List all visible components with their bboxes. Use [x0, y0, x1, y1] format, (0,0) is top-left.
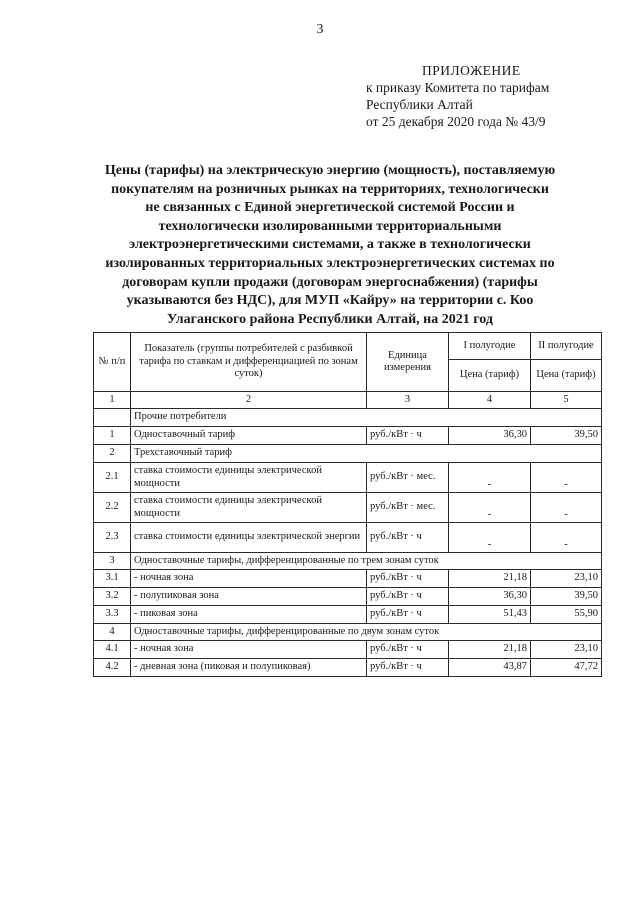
row-value-h2: 23,10 — [531, 641, 602, 659]
table-row — [94, 659, 602, 677]
row-value-h1: - — [449, 523, 531, 553]
title-line: договорам купли продажи (договорам энергоснабжения) (тарифы — [122, 274, 538, 290]
row-value-h2: 55,90 — [531, 606, 602, 624]
table-row — [94, 624, 602, 641]
table-row — [94, 641, 602, 659]
table-row — [94, 588, 602, 606]
appendix-line-3: от 25 декабря 2020 года № 43/9 — [366, 114, 546, 129]
row-unit: руб./кВт · ч — [367, 659, 449, 677]
row-label: Прочие потребители — [131, 409, 602, 427]
appendix-line-2: Республики Алтай — [366, 97, 473, 112]
row-label: - ночная зона — [131, 570, 367, 588]
title-line: изолированных территориальных электроэнергетических системах по — [105, 255, 555, 271]
row-unit: руб./кВт · ч — [367, 570, 449, 588]
row-unit: руб./кВт · мес. — [367, 493, 449, 523]
column-number-row — [94, 392, 602, 409]
row-label: Одноставочный тариф — [131, 427, 367, 445]
row-num: 3 — [94, 553, 131, 570]
column-number: 2 — [131, 392, 367, 409]
column-number: 5 — [531, 392, 602, 409]
row-unit: руб./кВт · ч — [367, 427, 449, 445]
column-number: 4 — [449, 392, 531, 409]
table-row — [94, 445, 602, 463]
row-num: 2.1 — [94, 463, 131, 493]
header-num: № п/п — [94, 333, 131, 392]
row-value-h1: 43,87 — [449, 659, 531, 677]
row-value-h1: 36,30 — [449, 588, 531, 606]
row-label: ставка стоимости единицы электрической мощности — [131, 493, 367, 523]
title-line: технологически изолированными территориальными — [158, 218, 502, 234]
row-label: ставка стоимости единицы электрической мощности — [131, 463, 367, 493]
table-row — [94, 493, 602, 523]
title-line: покупателям на розничных рынках на территориях, технологически — [111, 181, 549, 197]
row-value-h2: 47,72 — [531, 659, 602, 677]
title-line: указываются без НДС), для МУП «Кайру» на территории с. Коо — [126, 293, 534, 309]
title-line: Цены (тарифы) на электрическую энергию (мощность), поставляемую — [104, 163, 556, 178]
row-num — [94, 409, 131, 427]
table-row — [94, 606, 602, 624]
row-value-h2: - — [531, 493, 602, 523]
row-num: 3.2 — [94, 588, 131, 606]
row-value-h2: 39,50 — [531, 427, 602, 445]
row-value-h1: - — [449, 463, 531, 493]
row-num: 2.2 — [94, 493, 131, 523]
row-label: ставка стоимости единицы электрической энергии — [131, 523, 367, 553]
row-value-h1: - — [449, 493, 531, 523]
table-row — [94, 523, 602, 553]
header-unit: Единица измерения — [367, 333, 449, 392]
document-title — [60, 162, 600, 329]
row-label: - дневная зона (пиковая и полупиковая) — [131, 659, 367, 677]
row-value-h2: - — [531, 523, 602, 553]
row-num: 3.3 — [94, 606, 131, 624]
table-header-row — [94, 333, 602, 360]
column-number: 3 — [367, 392, 449, 409]
row-label: Одноставочные тарифы, дифференцированные по трем зонам суток — [131, 553, 602, 570]
row-value-h2: 23,10 — [531, 570, 602, 588]
table-row — [94, 553, 602, 570]
row-value-h1: 21,18 — [449, 641, 531, 659]
row-unit: руб./кВт · ч — [367, 606, 449, 624]
header-half-1: I полугодие — [449, 333, 531, 360]
title-line: не связанных с Единой энергетической системой России и — [145, 200, 515, 216]
row-label: - ночная зона — [131, 641, 367, 659]
page-number: 3 — [316, 22, 324, 37]
appendix-title: ПРИЛОЖЕНИЕ — [422, 63, 521, 78]
table-row — [94, 463, 602, 493]
row-value-h1: 51,43 — [449, 606, 531, 624]
appendix-line-1: к приказу Комитета по тарифам — [366, 80, 550, 95]
row-value-h2: 39,50 — [531, 588, 602, 606]
header-half-2: II полугодие — [531, 333, 602, 360]
row-num: 2 — [94, 445, 131, 463]
appendix-block — [366, 62, 626, 130]
row-unit: руб./кВт · ч — [367, 588, 449, 606]
row-value-h1: 21,18 — [449, 570, 531, 588]
row-num: 4 — [94, 624, 131, 641]
row-num: 2.3 — [94, 523, 131, 553]
column-number: 1 — [94, 392, 131, 409]
table-row — [94, 427, 602, 445]
table-row — [94, 570, 602, 588]
row-unit: руб./кВт · ч — [367, 523, 449, 553]
title-line: Улаганского района Республики Алтай, на 2021 год — [167, 311, 493, 327]
row-value-h1: 36,30 — [449, 427, 531, 445]
row-num: 4.1 — [94, 641, 131, 659]
table-row — [94, 409, 602, 427]
header-price-2: Цена (тариф) — [531, 360, 602, 392]
row-num: 1 — [94, 427, 131, 445]
header-price-1: Цена (тариф) — [449, 360, 531, 392]
row-label: Трехставочный тариф — [131, 445, 602, 463]
row-label: - полупиковая зона — [131, 588, 367, 606]
title-line: электроэнергетическими системами, а также в технологически — [129, 237, 531, 253]
row-value-h2: - — [531, 463, 602, 493]
row-label: - пиковая зона — [131, 606, 367, 624]
row-unit: руб./кВт · ч — [367, 641, 449, 659]
header-indicator: Показатель (группы потребителей с разбивкой тарифа по ставкам и дифференциацией по зонам суток) — [131, 333, 367, 392]
row-unit: руб./кВт · мес. — [367, 463, 449, 493]
row-num: 4.2 — [94, 659, 131, 677]
tariff-table — [93, 332, 602, 677]
row-num: 3.1 — [94, 570, 131, 588]
row-label: Одноставочные тарифы, дифференцированные по двум зонам суток — [131, 624, 602, 641]
